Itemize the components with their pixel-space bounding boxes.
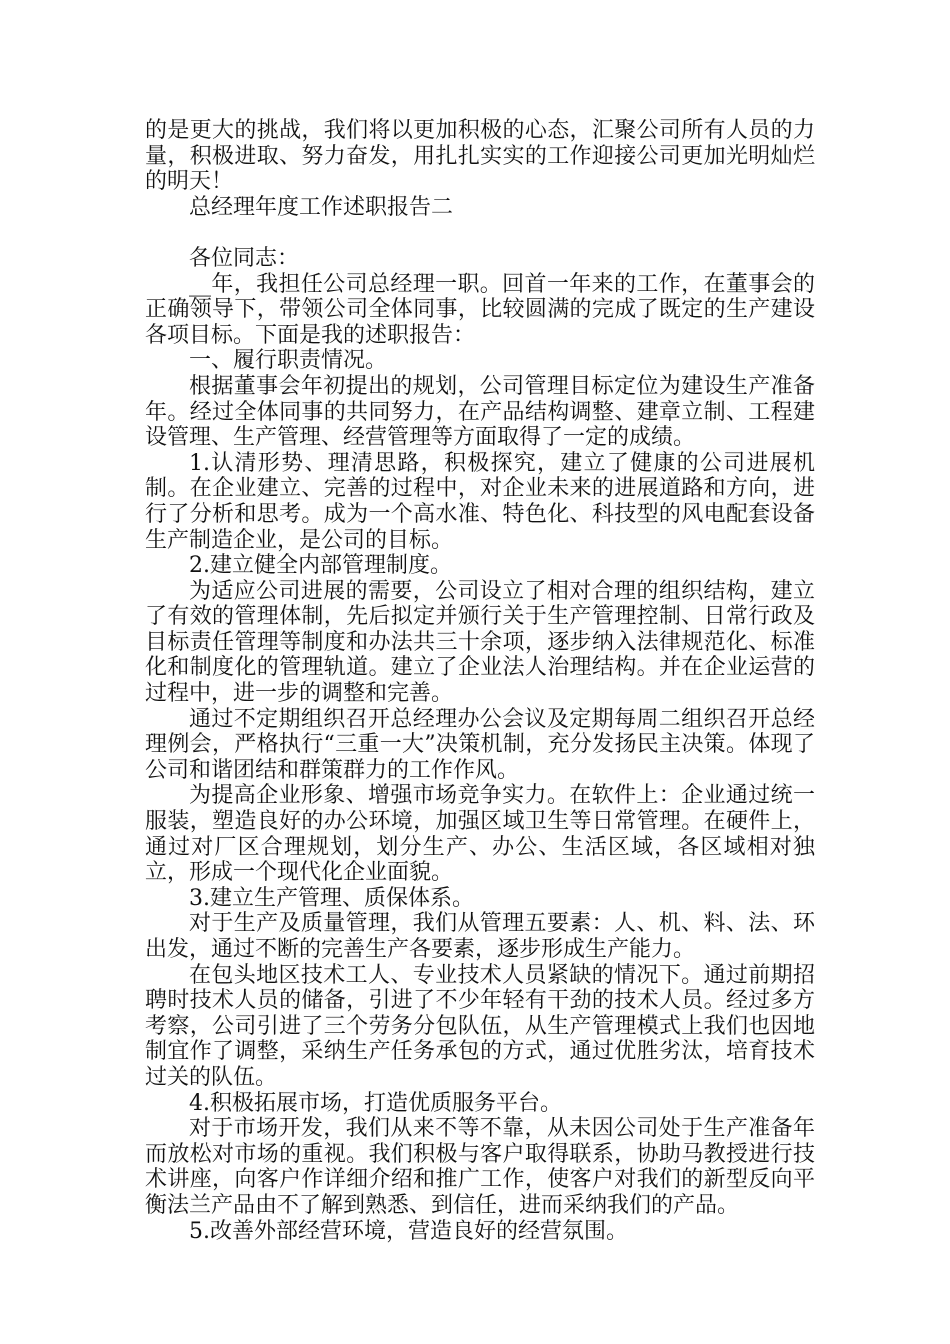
paragraph-item-1: 1.认清形势、理清思路，积极探究，建立了健康的公司进展机制。在企业建立、完善的过程中，对企业未来的进展道路和方向，进行了分析和思考。成为一个高水准、特色化、科技型的风电配套设备生产制造企业，是公司的目标。 (145, 450, 815, 553)
paragraph-item-3: 3.建立生产管理、质保体系。 (189, 885, 474, 911)
salutation: 各位同志： (189, 245, 300, 271)
paragraph-item-5: 5.改善外部经营环境，营造良好的经营氛围。 (189, 1218, 628, 1244)
document-page (145, 118, 815, 1244)
paragraph-staffing: 在包头地区技术工人、专业技术人员紧缺的情况下。通过前期招聘时技术人员的储备，引进了不少年轻有干劲的技术人员。经过多方考察，公司引进了三个劳务分包队伍，从生产管理模式上我们也因地制宜作了调整，采纳生产任务承包的方式，通过优胜劣汰，培育技术过关的队伍。 (145, 962, 815, 1090)
section-heading-1: 一、履行职责情况。 (189, 348, 388, 374)
paragraph-plan: 根据董事会年初提出的规划，公司管理目标定位为建设生产准备年。经过全体同事的共同努力，在产品结构调整、建章立制、工程建设管理、生产管理、经营管理等方面取得了一定的成绩。 (145, 373, 815, 451)
paragraph-five-elements: 对于生产及质量管理，我们从管理五要素：人、机、料、法、环出发，通过不断的完善生产各要素，逐步形成生产能力。 (145, 911, 815, 962)
paragraph-org-structure: 为适应公司进展的需要，公司设立了相对合理的组织结构，建立了有效的管理体制，先后拟定并颁行关于生产管理控制、日常行政及目标责任管理等制度和办法共三十余项，逐步纳入法律规范化、标准化和制度化的管理轨道。建立了企业法人治理结构。并在企业运营的过程中，进一步的调整和完善。 (145, 578, 815, 707)
paragraph-market: 对于市场开发，我们从来不等不靠，从未因公司处于生产准备年而放松对市场的重视。我们积极与客户取得联系，协助马教授进行技术讲座，向客户作详细介绍和推广工作，使客户对我们的新型反向平衡法兰产品由不了解到熟悉、到信任，进而采纳我们的产品。 (145, 1116, 815, 1218)
blank-line (145, 220, 815, 246)
paragraph-intro: __年，我担任公司总经理一职。回首一年来的工作，在董事会的正确领导下，带领公司全体同事，比较圆满的完成了既定的生产建设各项目标。下面是我的述职报告： (145, 271, 815, 348)
paragraph-continuation: 的是更大的挑战，我们将以更加积极的心态，汇聚公司所有人员的力量，积极进取、努力奋发，用扎扎实实的工作迎接公司更加光明灿烂的明天！ (145, 118, 815, 195)
report-title: 总经理年度工作述职报告二 (189, 194, 454, 220)
paragraph-image: 为提高企业形象、增强市场竞争实力。在软件上：企业通过统一服装，塑造良好的办公环境，加强区域卫生等日常管理。在硬件上，通过对厂区合理规划，划分生产、办公、生活区域，各区域相对独立，形成一个现代化企业面貌。 (145, 783, 815, 886)
paragraph-meetings: 通过不定期组织召开总经理办公会议及定期每周二组织召开总经理例会，严格执行“三重一大”决策机制，充分发扬民主决策。体现了公司和谐团结和群策群力的工作作风。 (145, 706, 815, 783)
paragraph-item-2: 2.建立健全内部管理制度。 (189, 553, 452, 579)
paragraph-item-4: 4.积极拓展市场，打造优质服务平台。 (189, 1090, 562, 1116)
